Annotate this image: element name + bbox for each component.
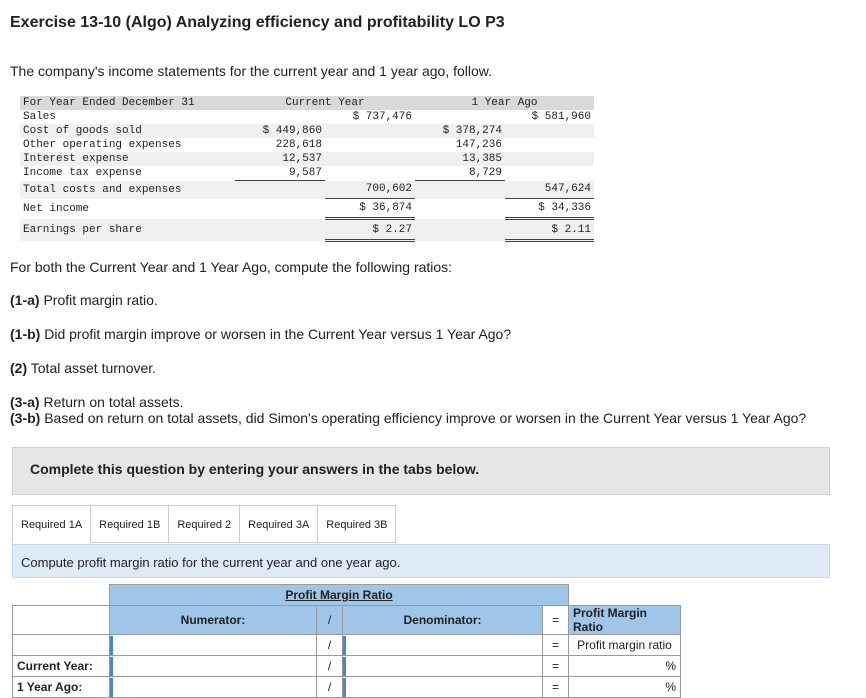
table-row: [20, 181, 594, 199]
divide-sign: /: [317, 606, 343, 635]
cell: [325, 124, 415, 138]
table-row: [20, 166, 594, 181]
table-row: [20, 124, 594, 138]
row-label: Interest expense: [20, 152, 235, 166]
cell: 12,537: [235, 152, 325, 166]
prior-result-input[interactable]: [569, 677, 681, 698]
cell: [235, 219, 325, 241]
cell: [325, 138, 415, 152]
intro-text: The company's income statements for the current year and 1 year ago, follow.: [10, 63, 493, 79]
question-lead: For both the Current Year and 1 Year Ago, compute the following ratios:: [10, 259, 453, 275]
row-label: Total costs and expenses: [20, 181, 235, 199]
result-header: Profit Margin Ratio: [569, 606, 681, 635]
question-2: [10, 360, 156, 376]
current-result-input[interactable]: [569, 656, 681, 677]
question-1a: [10, 292, 158, 308]
cell: $ 378,274: [415, 124, 505, 138]
cell: [235, 199, 325, 219]
cell: $ 2.27: [325, 219, 415, 241]
prior-denominator-input[interactable]: [343, 678, 542, 697]
cell: [505, 152, 594, 166]
tab-required-1a[interactable]: Required 1A: [12, 505, 91, 543]
pm-prior-row: [13, 677, 681, 698]
equals-sign: =: [543, 635, 569, 656]
question-tag: (2): [10, 360, 28, 376]
denominator-label: Denominator:: [343, 606, 543, 635]
question-tag: (1-b): [10, 326, 41, 342]
row-label: Sales: [23, 111, 57, 123]
pm-current-row: [13, 656, 681, 677]
question-text: Return on total assets.: [39, 394, 184, 410]
table-row: [20, 110, 594, 124]
question-text: Profit margin ratio.: [39, 292, 158, 308]
question-tag: (3-a): [10, 394, 40, 410]
divide-sign: /: [317, 656, 343, 677]
cell: [415, 219, 505, 241]
tab-required-2[interactable]: Required 2: [169, 505, 240, 543]
prior-numerator-input[interactable]: [110, 678, 316, 697]
cell: 9,587: [235, 166, 325, 181]
tab-bar: [12, 505, 396, 543]
cell: [415, 110, 505, 124]
cell: $ 34,336: [505, 199, 594, 219]
cell: 13,385: [415, 152, 505, 166]
pm-header-row: [13, 606, 681, 635]
profit-margin-table: [12, 584, 681, 698]
equals-sign: =: [543, 606, 569, 635]
percent-sign: %: [665, 680, 676, 694]
pm-formula-row: [13, 635, 681, 656]
row-label: Earnings per share: [20, 219, 235, 241]
pm-title: Profit Margin Ratio: [110, 585, 569, 606]
divide-sign: /: [317, 677, 343, 698]
numerator-formula-input[interactable]: [110, 636, 316, 655]
header-current-year: Current Year: [235, 96, 415, 110]
tab-required-3b[interactable]: Required 3B: [318, 505, 396, 543]
instruction-bar: [12, 544, 830, 578]
current-denominator-input[interactable]: [343, 657, 542, 676]
cell: $ 581,960: [531, 111, 591, 123]
cell: [325, 152, 415, 166]
tab-required-1b[interactable]: Required 1B: [91, 505, 169, 543]
question-tag: (1-a): [10, 292, 40, 308]
question-3b: [10, 410, 806, 426]
divide-sign: /: [317, 635, 343, 656]
cell: 700,602: [325, 181, 415, 199]
instruction-text: Compute profit margin ratio for the current year and one year ago.: [21, 555, 401, 570]
table-row: [20, 219, 594, 241]
row-label: Cost of goods sold: [20, 124, 235, 138]
cell: [325, 166, 415, 181]
question-text: Did profit margin improve or worsen in the Current Year versus 1 Year Ago?: [40, 326, 512, 342]
row-label: Income tax expense: [23, 167, 142, 180]
table-row: [20, 138, 594, 152]
result-sub-label: Profit margin ratio: [569, 635, 681, 656]
cell: [505, 166, 594, 181]
income-statement-table: [20, 96, 594, 242]
percent-sign: %: [665, 659, 676, 673]
question-text: Total asset turnover.: [27, 360, 157, 376]
equals-sign: =: [543, 656, 569, 677]
cell: 8,729: [415, 166, 505, 181]
table-row: [20, 199, 594, 219]
cell: 228,618: [275, 139, 322, 151]
question-tag: (3-b): [10, 410, 41, 426]
banner-text: Complete this question by entering your answers in the tabs below.: [30, 461, 480, 477]
cell: [505, 124, 594, 138]
header-prior-year: 1 Year Ago: [415, 96, 594, 110]
tab-required-3a[interactable]: Required 3A: [240, 505, 318, 543]
row-label: Other operating expenses: [23, 139, 182, 151]
cell: $ 737,476: [352, 111, 412, 123]
cell: $ 449,860: [235, 124, 325, 138]
page-title: Exercise 13-10 (Algo) Analyzing efficiency and profitability LO P3: [10, 14, 505, 31]
table-row: [20, 152, 594, 166]
question-3a: [10, 394, 184, 410]
prior-year-label: 1 Year Ago:: [13, 677, 110, 698]
cell: [415, 199, 505, 219]
row-label: Net income: [23, 202, 90, 215]
cell: 547,624: [505, 181, 594, 199]
current-year-label: Current Year:: [13, 656, 110, 677]
current-numerator-input[interactable]: [110, 657, 316, 676]
question-1b: [10, 326, 511, 342]
question-text: Based on return on total assets, did Simon's operating efficiency improve or worsen in the Current Year versus 1 Year Ago?: [40, 410, 807, 426]
equals-sign: =: [543, 677, 569, 698]
pm-title-row: [13, 585, 681, 606]
cell: 147,236: [455, 139, 502, 151]
numerator-label: Numerator:: [110, 606, 317, 635]
denominator-formula-input[interactable]: [343, 636, 542, 655]
cell: [415, 181, 505, 199]
income-statement-header: [20, 96, 594, 110]
header-year-label: For Year Ended December 31: [20, 96, 235, 110]
cell: [235, 181, 325, 199]
cell: $ 2.11: [505, 219, 594, 241]
cell: $ 36,874: [325, 199, 415, 219]
instructions-banner: [12, 447, 830, 495]
cell: [235, 110, 325, 124]
cell: [505, 138, 594, 152]
